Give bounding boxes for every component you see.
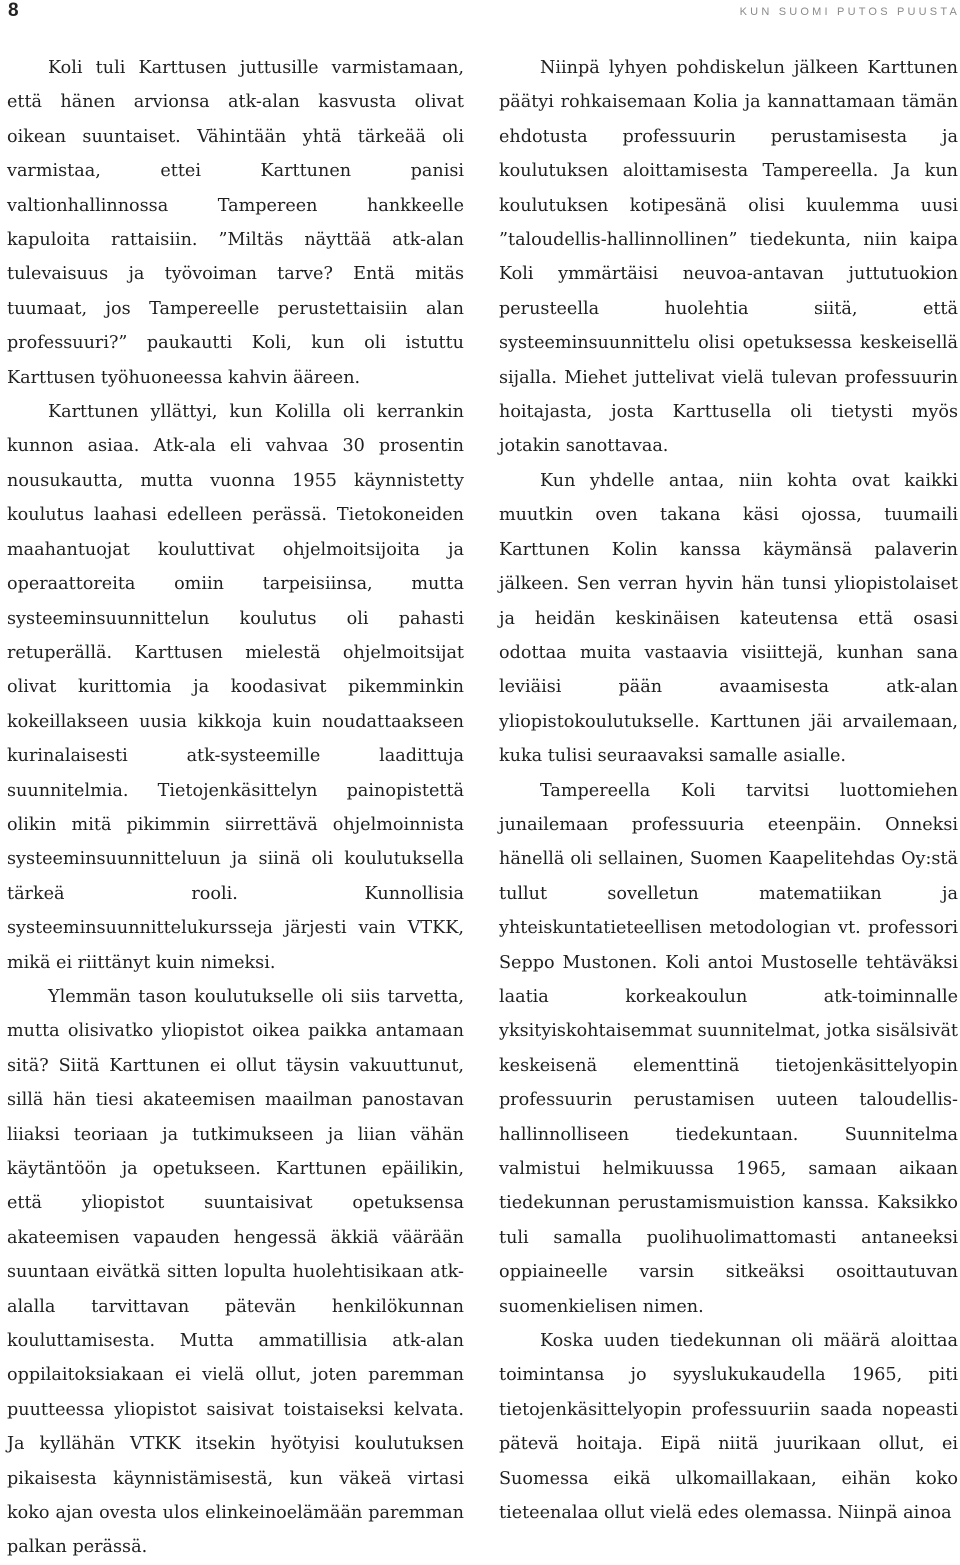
paragraph: Niinpä lyhyen pohdiskelun jälkeen Karttunen päätyi rohkaisemaan Kolia ja kannattamaan tämän ehdotusta professuurin perustamisesta ja koulutuksen aloittamisesta Tampereella. Ja kun koulutuksen kotipesänä olisi kuulemma uusi ”taloudellis-hallinnollinen” tiedekunta, niin kaipa Koli ymmärtäisi neuvoa-antavan juttutuokion perusteella huolehtia siitä, että systeeminsuunnittelu olisi opetuksessa keskeisellä sijalla. Miehet juttelivat vielä tulevan professuurin hoitajasta, josta Karttusella oli tietysti myös jotakin sanottavaa. — [499, 58, 958, 457]
right-text-column — [499, 51, 958, 1530]
paragraph: Tampereella Koli tarvitsi luottomiehen junailemaan professuuria eteenpäin. Onneksi hänellä oli sellainen, Suomen Kaapelitehdas Oy:stä tullut sovelletun matematiikan ja yhteiskuntatieteellisen metodologian vt. professori Seppo Mustonen. Koli antoi Mustoselle tehtäväksi laatia korkeakoulun atk-toiminnalle yksityiskohtaisemmat suunnitelmat, jotka sisälsivät keskeisenä elementtinä tietojenkäsittelyopin professuurin perustamisen uuteen taloudellis-hallinnolliseen tiedekuntaan. Suunnitelma valmistui helmikuussa 1965, samaan aikaan tiedekunnan perustamismuistion kanssa. Kaksikko tuli samalla puolihuolimattomasti antaneeksi oppiaineelle varsin sitkeäksi osoittautuvan suomenkielisen nimen. — [499, 780, 958, 1317]
running-header: KUN SUOMI PUTOS PUUSTA — [739, 6, 960, 18]
left-text-column — [7, 51, 464, 1565]
paragraph: Karttunen yllättyi, kun Kolilla oli kerrankin kunnon asiaa. Atk-ala eli vahvaa 30 prosentin nousukautta, mutta vuonna 1955 käynnistetty koulutus laahasi edelleen perässä. Tietokoneiden maahantuojat kouluttivat ohjelmoitsijoita ja operaattoreita omiin tarpeisiinsa, mutta systeeminsuunnittelun koulutus oli pahasti retuperällä. Karttusen mielestä ohjelmoitsijat olivat kurittomia ja koodasivat pikemminkin kokeillakseen uusia kikkoja kuin noudattaakseen kurinalaisesti atk-systeemille laadittuja suunnitelmia. Tietojenkäsittelyn painopistettä olikin mitä pikimmin siirrettävä ohjelmoinnista systeeminsuunnitteluun ja siinä oli koulutuksella tärkeä rooli. Kunnollisia systeeminsuunnittelukursseja järjesti vain VTKK, mikä ei riittänyt kuin nimeksi. — [7, 402, 464, 973]
page-number: 8 — [8, 0, 19, 21]
paragraph: Koli tuli Karttusen juttusille varmistamaan, että hänen arvionsa atk-alan kasvusta olivat oikean suuntaiset. Vähintään yhtä tärkeää oli varmistaa, ettei Karttunen panisi valtionhallinnossa Tampereen hankkeelle kapuloita rattaisiin. ”Miltäs näyttää atk-alan tulevaisuus ja työvoiman tarve? Entä mitäs tuumaat, jos Tampereelle perustettaisiin alan professuuri?” paukautti Koli, kun oli istuttu Karttusen työhuoneessa kahvin ääreen. — [7, 58, 464, 388]
paragraph: Koska uuden tiedekunnan oli määrä aloittaa toimintansa jo syyslukukaudella 1965, piti tietojenkäsittelyopin professuuriin saada nopeasti pätevä hoitaja. Eipä niitä juurikaan ollut, ei Suomessa eikä ulkomaillakaan, eihän koko tieteenalaa ollut vielä edes olemassa. Niinpä ainoa — [499, 1331, 958, 1524]
paragraph: Ylemmän tason koulutukselle oli siis tarvetta, mutta olisivatko yliopistot oikea paikka antamaan sitä? Siitä Karttunen ei ollut täysin vakuuttunut, sillä hän tiesi akateemisen maailman panostavan liiaksi teoriaan ja tutkimukseen ja liian vähän käytäntöön ja opetukseen. Karttunen epäilikin, että yliopistot suuntaisivat opetuksensa akateemisen vapauden hengessä äkkiä väärään suuntaan eivätkä sitten lopulta huolehtisikaan atk-alalla tarvittavan pätevän henkilökunnan kouluttamisesta. Mutta ammatillisia atk-alan oppilaitoksiakaan ei vielä ollut, joten paremman puutteessa yliopistot saisivat toistaiseksi kelvata. Ja kyllähän VTKK itsekin hyötyisi koulutuksen pikaisesta käynnistämisestä, kun väkeä virtasi koko ajan ovesta ulos elinkeinoelämään paremman palkan perässä. — [7, 986, 464, 1558]
paragraph: Kun yhdelle antaa, niin kohta ovat kaikki muutkin oven takana käsi ojossa, tuumaili Karttunen Kolin kanssa käymänsä palaverin jälkeen. Sen verran hyvin hän tunsi yliopistolaiset ja heidän keskinäisen kateutensa että osasi odottaa muita vastaavia visiittejä, kunhan sana leviäisi pään avaamisesta atk-alan yliopistokoulutukselle. Karttunen jäi arvailemaan, kuka tulisi seuraavaksi samalle asialle. — [499, 470, 958, 767]
